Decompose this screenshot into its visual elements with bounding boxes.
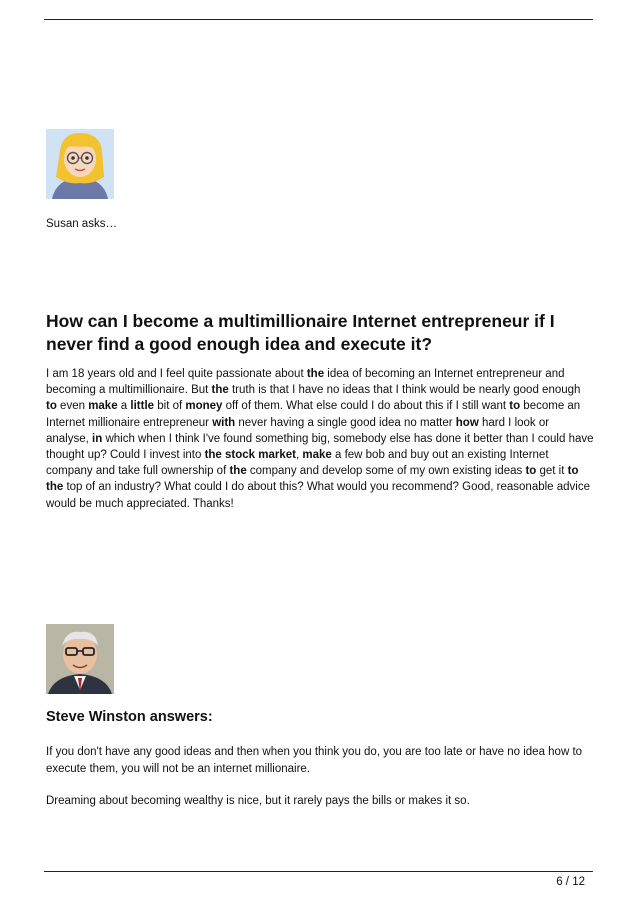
answer-paragraph-1: If you don't have any good ideas and then when you think you do, you are too late or have no idea how to execute them, you will not be an internet millionaire. [46, 746, 583, 775]
bold-keyword: how [455, 416, 479, 429]
body-text: off of them. What else could I do about this if I still want [222, 400, 510, 413]
susan-avatar [46, 129, 114, 199]
body-text: never having a single good idea no matter [235, 416, 456, 429]
bold-keyword: make [88, 400, 118, 413]
bold-keyword: the stock market [204, 449, 296, 462]
bold-keyword: the [306, 368, 325, 380]
footer-divider [44, 871, 593, 872]
body-text: truth is that I have no ideas that I think would be nearly good enough [228, 384, 581, 397]
bold-keyword: money [185, 400, 223, 413]
body-text: , [295, 449, 303, 462]
body-text: company and develop some of my own existing ideas [246, 465, 526, 478]
bold-keyword: make [302, 449, 332, 462]
answer-heading: Steve Winston answers: [46, 709, 213, 725]
body-text: hard I look or analyse, [46, 416, 550, 445]
bold-keyword: the [229, 465, 247, 478]
body-text: bit of [154, 400, 186, 413]
body-text: a few bob and buy out an existing Internet company and take full ownership of [46, 449, 549, 478]
page-number: 6 / 12 [556, 876, 585, 888]
bold-keyword: to the [46, 465, 579, 494]
bold-keyword: to [509, 400, 521, 413]
body-text: top of an industry? What could I do about this? What would you recommend? Good, reasonable advice would be much appreciated. Thanks! [46, 481, 591, 510]
bold-keyword: to [525, 465, 537, 478]
steve-avatar [46, 624, 114, 694]
bold-keyword: the [211, 384, 229, 397]
question-body [46, 366, 594, 512]
asker-label: Susan asks… [46, 218, 117, 230]
bold-keyword: to [46, 400, 57, 413]
body-text: a [117, 400, 131, 413]
body-text: even [56, 400, 89, 413]
body-text: become an Internet millionaire entrepreneur [46, 400, 581, 429]
body-text: idea of becoming an Internet entrepreneur and becoming a multimillionaire. But [46, 368, 565, 397]
answer-paragraph-2: Dreaming about becoming wealthy is nice, but it rarely pays the bills or makes it so. [46, 795, 470, 807]
body-text: get it [536, 465, 568, 478]
bold-keyword: with [212, 416, 236, 429]
header-divider [44, 19, 593, 20]
question-title: How can I become a multimillionaire Internet entrepreneur if I never find a good enough idea and execute it? [46, 311, 555, 354]
body-text: I am 18 years old and I feel quite passionate about [46, 368, 307, 380]
bold-keyword: little [130, 400, 155, 413]
bold-keyword: in [92, 432, 103, 445]
body-text: which when I think I've found something big, somebody else has done it better than I could have thought up? Could I invest into [46, 432, 594, 462]
